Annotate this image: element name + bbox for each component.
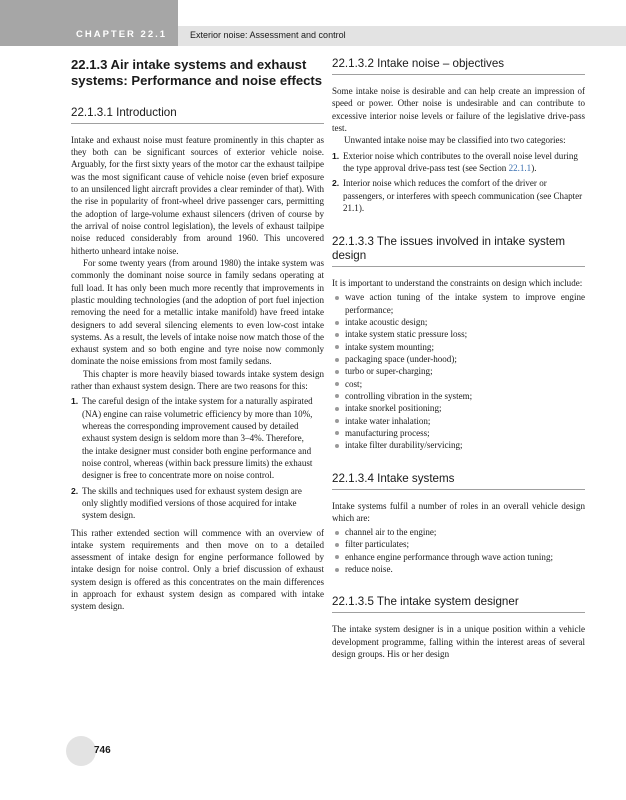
noise-categories-list [332, 150, 585, 215]
intro-paragraph-4: This rather extended section will commence with an overview of intake system requirements and then move on to a detailed assessment of intake design for engine performance followed by intake design for noise control. Only a brief discussion of exhaust system design is offered as this concentrates on the main differences in approach for exhaust system design as compared with intake system design. [71, 527, 324, 612]
objectives-paragraph-2: Unwanted intake noise may be classified into two categories: [344, 135, 566, 146]
systems-intro: Intake systems fulfil a number of roles in an overall vehicle design which are: [332, 500, 585, 523]
list-item: intake system mounting; [332, 341, 585, 353]
list-item: intake filter durability/servicing; [332, 439, 585, 451]
subsection-title-introduction: 22.1.3.1 Introduction [71, 106, 324, 124]
list-number: 1. [71, 396, 79, 407]
list-item [71, 395, 324, 481]
list-text-end: ). [531, 162, 537, 173]
list-item [332, 177, 585, 214]
list-item: intake snorkel positioning; [332, 402, 585, 414]
list-text: Interior noise which reduces the comfort of the driver or passengers, or interferes with speech communication (see Chapter 21.1). [343, 178, 583, 213]
running-title: Exterior noise: Assessment and control [190, 30, 346, 40]
page-number: 746 [94, 745, 111, 756]
list-number: 2. [71, 485, 79, 496]
section-title: 22.1.3 Air intake systems and exhaust systems: Performance and noise effects [71, 57, 323, 89]
page-number-marker [66, 736, 96, 766]
list-number: 2. [332, 178, 340, 189]
intro-paragraph-1: Intake and exhaust noise must feature prominently in this chapter as they both can be significant sources of exterior vehicle noise. Arguably, for the first sixty years of the motor car the exhaust tailpipe was the most significant cause of vehicle noise (even brief exposure to an unsilenced light aircraft provides a clear reminder of that). With the rise in popularity of front-wheel drive passenger cars, permitting the adoption of large-volume exhaust silencers (driven of course by the arrival of noise control legislation), the levels of exhaust tailpipe noise reduced considerably from around 1960. This uncovered hitherto unheard intake noise. [71, 134, 324, 256]
list-item [332, 150, 585, 175]
list-item: packaging space (under-hood); [332, 353, 585, 365]
list-text: The careful design of the intake system for a naturally aspirated (NA) engine can raise volumetric efficiency by more than 10%, whereas the corresponding improvement caused by detailed exhaust system design is seldom more than 3–4%. Therefore, the intake designer must consider both engine performance and noise control, whereas (within back pressure limits) the exhaust designer is free to concentrate more on noise control. [82, 396, 313, 481]
intro-paragraph-2: For some twenty years (from around 1980) the intake system was commonly the dominant noise source in family sedans operating at full load. It has only been much more recently that improvements in plastic moulding technologies (and the adoption of port fuel injection removing the need for a metallic intake manifold) have freed intake designers to add several silencing elements to even low-cost intake systems. As a result, the levels of intake noise now match those of the exhaust system and so both engine and tyre noise now commonly dominate the noise emissions from most family sedans. [71, 257, 324, 367]
roles-list [332, 526, 585, 575]
list-text: The skills and techniques used for exhaust system design are only slightly modified versions of those acquired for intake system design. [82, 485, 302, 521]
list-item: intake acoustic design; [332, 316, 585, 328]
chapter-tab [0, 0, 178, 46]
section-link[interactable]: 22.1.1 [508, 162, 532, 173]
list-item: cost; [332, 378, 585, 390]
list-item: channel air to the engine; [332, 526, 585, 538]
list-item: intake water inhalation; [332, 415, 585, 427]
issues-intro: It is important to understand the constraints on design which include: [332, 278, 583, 289]
list-item: reduce noise. [332, 563, 585, 575]
list-item: manufacturing process; [332, 427, 585, 439]
page-header [0, 0, 626, 46]
subsection-title-designer: 22.1.3.5 The intake system designer [332, 595, 585, 613]
list-item: controlling vibration in the system; [332, 390, 585, 402]
intro-paragraph-3: This chapter is more heavily biased towards intake system design rather than exhaust system design. There are two reasons for this: [71, 368, 324, 392]
subsection-title-intake-systems: 22.1.3.4 Intake systems [332, 472, 585, 490]
reasons-list [71, 395, 324, 521]
left-column [71, 57, 324, 613]
list-item: enhance engine performance through wave action tuning; [332, 551, 585, 563]
objectives-paragraph-1: Some intake noise is desirable and can help create an impression of speed or power. Other noise is undesirable and can contribute to excessive interior noise levels or failure of the legislative drive-pass test. [332, 86, 585, 133]
chapter-label: CHAPTER 22.1 [76, 29, 168, 40]
list-item: filter particulates; [332, 538, 585, 550]
list-item: wave action tuning of the intake system to improve engine performance; [332, 291, 585, 316]
list-number: 1. [332, 150, 340, 161]
list-text: Exterior noise which contributes to the overall noise level during the type approval drive-pass test (see Section [343, 150, 578, 173]
list-item [71, 485, 324, 522]
constraints-list [332, 291, 585, 451]
list-item: turbo or super-charging; [332, 365, 585, 377]
subsection-title-objectives: 22.1.3.2 Intake noise – objectives [332, 57, 585, 75]
designer-paragraph: The intake system designer is in a unique position within a vehicle development programme, falling within the interest areas of several design groups. His or her design [332, 624, 585, 659]
subsection-title-issues: 22.1.3.3 The issues involved in intake system design [332, 235, 585, 267]
list-item: intake system static pressure loss; [332, 328, 585, 340]
right-column [332, 57, 585, 660]
